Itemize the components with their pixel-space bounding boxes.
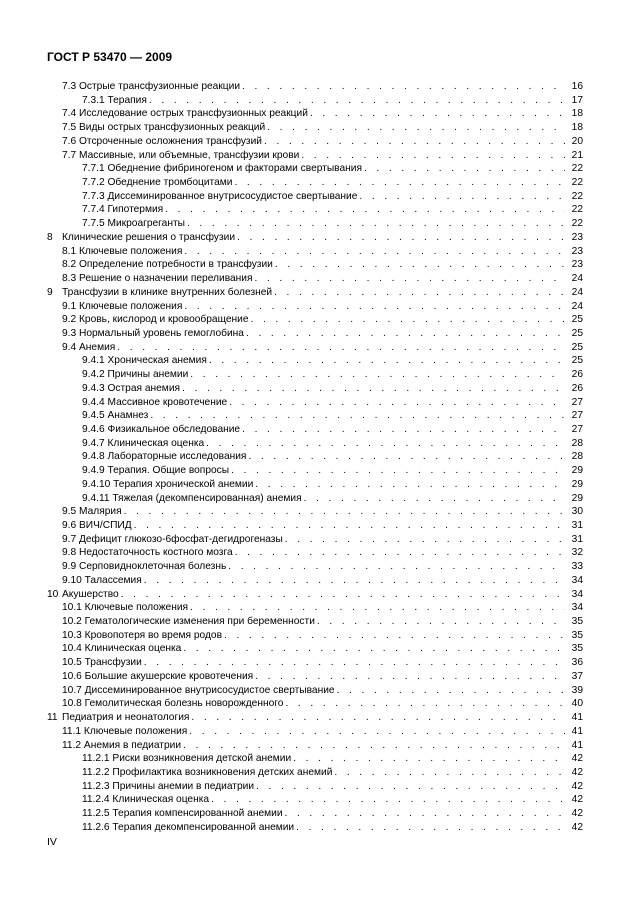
dot-leader	[124, 505, 565, 519]
toc-page-number: 16	[571, 81, 583, 92]
toc-entry	[0, 780, 630, 794]
toc-entry-title: 10.8 Гемолитическая болезнь новорожденного	[62, 698, 284, 710]
toc-entry-title: 10.6 Большие акушерские кровотечения	[62, 670, 254, 682]
toc-entry-title: 11.2 Анемия в педиатрии	[62, 739, 182, 751]
toc-entry-line	[62, 560, 565, 574]
dot-leader	[165, 203, 565, 217]
dot-leader	[274, 286, 565, 300]
toc-entry-title: 11.2.2 Профилактика возникновения детских анемий	[82, 766, 333, 778]
toc-page-number: 36	[571, 657, 583, 669]
toc-entry-line	[82, 807, 565, 821]
toc-page-number: 27	[571, 410, 583, 422]
dot-leader	[296, 821, 565, 835]
toc-entry-line	[82, 780, 565, 794]
toc-entry	[0, 629, 630, 643]
toc-entry	[0, 560, 630, 574]
toc-page-number: 22	[571, 190, 583, 202]
toc-page-number: 35	[571, 616, 583, 628]
toc-entry-title: 9.4.8 Лабораторные исследования	[82, 451, 247, 463]
toc-page-number: 25	[571, 341, 583, 353]
dot-leader	[255, 272, 566, 286]
dot-leader	[183, 642, 565, 656]
toc-entry-line	[62, 725, 565, 739]
dot-leader	[235, 546, 565, 560]
toc-entry-line	[82, 464, 565, 478]
toc-entry	[0, 464, 630, 478]
toc-page-number: 30	[571, 506, 583, 518]
toc-entry	[0, 176, 630, 190]
page-number: IV	[47, 836, 57, 848]
toc-entry	[0, 642, 630, 656]
dot-leader	[182, 382, 565, 396]
dot-leader	[228, 560, 565, 574]
toc-entry-line	[82, 450, 565, 464]
toc-entry-line	[82, 766, 565, 780]
dot-leader	[267, 121, 565, 135]
toc-entry	[0, 300, 630, 314]
toc-entry-title: 10.7 Диссеминированное внутрисосудистое свертывание	[62, 684, 335, 696]
toc-entry-title: 9.1 Ключевые положения	[62, 300, 183, 312]
toc-entry	[0, 601, 630, 615]
toc-page-number: 42	[571, 821, 583, 833]
toc-entry	[0, 382, 630, 396]
dot-leader	[359, 190, 565, 204]
toc-page-number: 42	[571, 780, 583, 792]
toc-page-number: 31	[571, 533, 583, 545]
dot-leader	[224, 629, 565, 643]
dot-leader	[285, 807, 565, 821]
toc-entry	[0, 368, 630, 382]
toc-page-number: 35	[571, 643, 583, 655]
toc-entry-title: 7.7.3 Диссеминированное внутрисосудистое свертывание	[82, 190, 358, 202]
dot-leader	[364, 162, 565, 176]
toc-entry-line	[62, 341, 565, 355]
toc-entry	[0, 656, 630, 670]
toc-entry-line	[62, 697, 565, 711]
toc-entry	[0, 711, 630, 725]
toc-entry	[0, 190, 630, 204]
dot-leader	[231, 464, 565, 478]
dot-leader	[211, 793, 565, 807]
toc-entry-title: 11.1 Ключевые положения	[62, 725, 188, 737]
toc-entry	[0, 546, 630, 560]
toc-entry	[0, 121, 630, 135]
toc-entry	[0, 519, 630, 533]
toc-entry-line	[62, 135, 565, 149]
toc-page-number: 28	[571, 451, 583, 463]
toc-entry	[0, 684, 630, 698]
toc-entry-title: 9.10 Талассемия	[62, 574, 142, 586]
toc-page-number: 34	[571, 588, 583, 600]
toc-entry-title: 10.5 Трансфузии	[62, 657, 142, 669]
toc-entry-line	[62, 300, 565, 314]
toc-entry	[0, 739, 630, 753]
toc-entry	[0, 450, 630, 464]
toc-entry	[0, 752, 630, 766]
toc-entry-title: 9.4.9 Терапия. Общие вопросы	[82, 465, 230, 477]
toc-entry-line	[82, 752, 565, 766]
dot-leader	[301, 149, 565, 163]
toc-page-number: 28	[571, 437, 583, 449]
toc-entry-title: 9.4.2 Причины анемии	[82, 369, 189, 381]
toc-page-number: 41	[571, 712, 583, 724]
toc-entry-line	[62, 670, 565, 684]
toc-entry-title: 9.8 Недостаточность костного мозга	[62, 547, 233, 559]
toc-entry-line	[62, 313, 565, 327]
toc-entry-title: 7.7.1 Обеднение фибриногеном и факторами свертывания	[82, 163, 362, 175]
toc-section-number: 11	[47, 712, 58, 724]
dot-leader	[117, 341, 565, 355]
dot-leader	[234, 176, 565, 190]
toc-entry-title: 11.2.3 Причины анемии в педиатрии	[82, 780, 255, 792]
toc-entry-title: 9.6 ВИЧ/СПИД	[62, 520, 132, 531]
toc-entry-title: 11.2.6 Терапия декомпенсированной анемии	[82, 821, 295, 833]
toc-entry-title: 9.9 Серповидноклеточная болезнь	[62, 561, 227, 573]
toc-page-number: 42	[571, 794, 583, 806]
toc-entry-line	[62, 615, 565, 629]
dot-leader	[190, 368, 565, 382]
toc-entry-title: 9.4.4 Массивное кровотечение	[82, 396, 228, 408]
toc-entry-title: 9.4.3 Острая анемия	[82, 382, 181, 394]
toc-page-number: 34	[571, 602, 583, 614]
dot-leader	[144, 574, 565, 588]
toc-entry-title: Трансфузии в клинике внутренних болезней	[62, 286, 273, 298]
toc-section-number: 9	[47, 286, 53, 298]
toc-entry-title: 10.2 Гематологические изменения при беременности	[62, 616, 315, 628]
toc-entry	[0, 697, 630, 711]
toc-entry-line	[62, 149, 565, 163]
dot-leader	[251, 313, 565, 327]
toc-entry	[0, 533, 630, 547]
toc-entry-title: 9.2 Кровь, кислород и кровообращение	[62, 314, 249, 326]
toc-entry-title: 7.3 Острые трансфузионные реакции	[62, 81, 241, 92]
dot-leader	[256, 780, 565, 794]
toc-entry-title: 7.7.5 Микроагреганты	[82, 218, 185, 230]
toc-page-number: 37	[571, 670, 583, 682]
toc-entry	[0, 437, 630, 451]
toc-entry-line	[62, 588, 565, 602]
toc-entry-line	[62, 245, 565, 259]
toc-page-number: 29	[571, 478, 583, 490]
toc-page-number: 27	[571, 396, 583, 408]
toc-entry-line	[82, 437, 565, 451]
dot-leader	[304, 492, 565, 506]
toc-entry-line	[82, 354, 565, 368]
dot-leader	[189, 725, 565, 739]
toc-entry	[0, 313, 630, 327]
toc-entry	[0, 162, 630, 176]
toc-entry-title: 9.5 Малярия	[62, 506, 122, 518]
toc-entry-title: 8.3 Решение о назначении переливания	[62, 273, 253, 285]
toc-entry-line	[62, 711, 565, 725]
toc-entry-line	[62, 656, 565, 670]
toc-entry-line	[62, 505, 565, 519]
toc-entry-title: 7.5 Виды острых трансфузионных реакций	[62, 122, 266, 134]
toc-entry-line	[62, 107, 565, 121]
toc-entry-line	[82, 423, 565, 437]
toc-entry-title: 7.3.1 Терапия	[82, 94, 147, 106]
toc-entry-line	[62, 519, 565, 533]
toc-entry	[0, 231, 630, 245]
toc-entry-line	[62, 272, 565, 286]
toc-page-number: 22	[571, 177, 583, 189]
toc-section-number: 10	[47, 588, 59, 600]
toc-entry-line	[82, 203, 565, 217]
toc-entry-line	[62, 739, 565, 753]
toc-entry-title: 8.1 Ключевые положения	[62, 245, 183, 257]
toc-page-number: 31	[571, 520, 583, 531]
toc-page-number: 42	[571, 808, 583, 820]
toc-entry-title: Клинические решения о трансфузии	[62, 231, 236, 243]
toc-entry	[0, 505, 630, 519]
toc-page-number: 34	[571, 574, 583, 586]
toc-entry	[0, 574, 630, 588]
toc-page-number: 25	[571, 314, 583, 326]
toc-entry	[0, 80, 630, 94]
toc-entry-title: 7.4 Исследование острых трансфузионных реакций	[62, 108, 308, 120]
toc-page-number: 41	[571, 725, 583, 737]
toc-page-number: 25	[571, 355, 583, 367]
toc-entry-line	[82, 492, 565, 506]
toc-entry-title: 9.4.6 Физикальное обследование	[82, 423, 241, 435]
toc-entry-title: 9.4.11 Тяжелая (декомпенсированная) анемия	[82, 492, 302, 504]
toc-page-number: 29	[571, 465, 583, 477]
toc-page-number: 26	[571, 382, 583, 394]
toc-entry	[0, 286, 630, 300]
dot-leader	[255, 670, 565, 684]
toc-entry	[0, 615, 630, 629]
toc-entry	[0, 354, 630, 368]
dot-leader	[285, 697, 565, 711]
document-header: ГОСТ Р 53470 — 2009	[47, 50, 173, 64]
dot-leader	[334, 766, 565, 780]
toc-page-number: 23	[571, 259, 583, 271]
toc-entry-line	[62, 286, 565, 300]
toc-entry-line	[82, 94, 565, 108]
dot-leader	[144, 656, 565, 670]
toc-entry-line	[62, 258, 565, 272]
dot-leader	[255, 478, 565, 492]
toc-entry-title: 11.2.5 Терапия компенсированной анемии	[82, 808, 283, 820]
toc-entry-line	[82, 382, 565, 396]
toc-entry	[0, 409, 630, 423]
toc-page-number: 39	[571, 684, 583, 696]
dot-leader	[206, 437, 565, 451]
toc-page-number: 27	[571, 423, 583, 435]
dot-leader	[149, 94, 565, 108]
toc-entry-line	[62, 533, 565, 547]
toc-entry-title: 10.4 Клиническая оценка	[62, 643, 182, 655]
toc-entry-title: 9.4.5 Анамнез	[82, 410, 149, 422]
toc-page-number: 26	[571, 369, 583, 381]
toc-entry-line	[82, 176, 565, 190]
dot-leader	[264, 135, 565, 149]
dot-leader	[191, 711, 565, 725]
toc-entry	[0, 396, 630, 410]
toc-page-number: 23	[571, 245, 583, 257]
table-of-contents	[0, 80, 630, 835]
dot-leader	[285, 533, 565, 547]
toc-entry	[0, 149, 630, 163]
toc-page-number: 22	[571, 163, 583, 175]
toc-entry-line	[82, 478, 565, 492]
toc-entry-line	[62, 601, 565, 615]
dot-leader	[184, 300, 565, 314]
toc-page-number: 18	[571, 122, 583, 134]
toc-entry-line	[82, 368, 565, 382]
toc-entry-title: Педиатрия и неонатология	[62, 712, 190, 724]
toc-entry-line	[62, 80, 565, 94]
toc-page-number: 29	[571, 492, 583, 504]
toc-entry	[0, 94, 630, 108]
dot-leader	[150, 409, 565, 423]
toc-entry-line	[82, 821, 565, 835]
toc-page-number: 42	[571, 753, 583, 765]
toc-entry-title: 10.3 Кровопотеря во время родов	[62, 629, 222, 641]
toc-entry-title: 10.1 Ключевые положения	[62, 602, 189, 614]
toc-section-number: 8	[47, 231, 53, 243]
toc-entry-title: 9.4.1 Хроническая анемия	[82, 355, 207, 367]
toc-entry-title: 8.2 Определение потребности в трансфузии	[62, 259, 273, 271]
toc-entry-title: 9.4.10 Терапия хронической анемии	[82, 478, 254, 490]
toc-entry	[0, 258, 630, 272]
toc-entry-title: 11.2.1 Риски возникновения детской анемии	[82, 753, 292, 765]
toc-entry-title: 9.4 Анемия	[62, 341, 116, 353]
toc-entry-title: 7.7 Массивные, или объемные, трансфузии крови	[62, 149, 300, 161]
toc-entry	[0, 341, 630, 355]
toc-page-number: 32	[571, 547, 583, 559]
toc-page-number: 24	[571, 286, 583, 298]
toc-entry-title: 7.7.2 Обеднение тромбоцитами	[82, 177, 233, 189]
toc-entry	[0, 478, 630, 492]
dot-leader	[275, 258, 565, 272]
dot-leader	[134, 519, 565, 533]
dot-leader	[190, 601, 565, 615]
toc-page-number: 20	[571, 135, 583, 147]
toc-entry-line	[62, 629, 565, 643]
toc-entry	[0, 245, 630, 259]
toc-entry-line	[62, 327, 565, 341]
toc-entry-line	[62, 121, 565, 135]
toc-page-number: 18	[571, 108, 583, 120]
dot-leader	[242, 80, 565, 94]
toc-entry	[0, 107, 630, 121]
toc-entry-title: 9.3 Нормальный уровень гемоглобина	[62, 327, 244, 339]
toc-entry	[0, 492, 630, 506]
dot-leader	[183, 739, 565, 753]
toc-entry-title: 9.7 Дефицит глюкозо-6фосфат-дегидрогеназы	[62, 533, 283, 545]
dot-leader	[242, 423, 565, 437]
toc-entry-line	[82, 190, 565, 204]
toc-entry	[0, 423, 630, 437]
dot-leader	[237, 231, 565, 245]
toc-entry-title: 7.6 Отсроченные осложнения трансфузий	[62, 135, 262, 147]
toc-entry-line	[62, 574, 565, 588]
toc-page-number: 22	[571, 218, 583, 230]
toc-page-number: 17	[571, 94, 583, 106]
toc-page-number: 41	[571, 739, 583, 751]
toc-entry	[0, 766, 630, 780]
dot-leader	[310, 107, 565, 121]
toc-page-number: 24	[571, 273, 583, 285]
toc-page-number: 40	[571, 698, 583, 710]
toc-page-number: 35	[571, 629, 583, 641]
toc-entry-line	[62, 231, 565, 245]
dot-leader	[293, 752, 565, 766]
toc-page-number: 23	[571, 231, 583, 243]
toc-entry-line	[62, 684, 565, 698]
toc-entry	[0, 670, 630, 684]
toc-entry	[0, 272, 630, 286]
toc-entry-line	[82, 217, 565, 231]
toc-entry	[0, 203, 630, 217]
toc-entry-line	[62, 642, 565, 656]
toc-entry	[0, 725, 630, 739]
toc-entry-line	[82, 793, 565, 807]
toc-entry	[0, 807, 630, 821]
dot-leader	[187, 217, 565, 231]
toc-entry-line	[82, 409, 565, 423]
dot-leader	[246, 327, 565, 341]
toc-entry	[0, 327, 630, 341]
dot-leader	[121, 588, 565, 602]
toc-entry	[0, 793, 630, 807]
toc-page-number: 21	[571, 149, 583, 161]
toc-entry-line	[62, 546, 565, 560]
toc-page-number: 42	[571, 766, 583, 778]
toc-entry-title: 7.7.4 Гипотермия	[82, 204, 164, 216]
dot-leader	[184, 245, 565, 259]
toc-entry-line	[82, 162, 565, 176]
toc-entry	[0, 217, 630, 231]
toc-entry-line	[82, 396, 565, 410]
dot-leader	[209, 354, 565, 368]
dot-leader	[229, 396, 565, 410]
toc-page-number: 22	[571, 204, 583, 216]
toc-entry	[0, 588, 630, 602]
toc-page-number: 24	[571, 300, 583, 312]
toc-entry	[0, 821, 630, 835]
dot-leader	[337, 684, 565, 698]
dot-leader	[317, 615, 565, 629]
toc-entry-title: Акушерство	[62, 588, 119, 600]
dot-leader	[248, 450, 565, 464]
toc-entry	[0, 135, 630, 149]
toc-page-number: 25	[571, 327, 583, 339]
toc-page-number: 33	[571, 561, 583, 573]
toc-entry-title: 11.2.4 Клиническая оценка	[82, 794, 210, 806]
toc-entry-title: 9.4.7 Клиническая оценка	[82, 437, 205, 449]
